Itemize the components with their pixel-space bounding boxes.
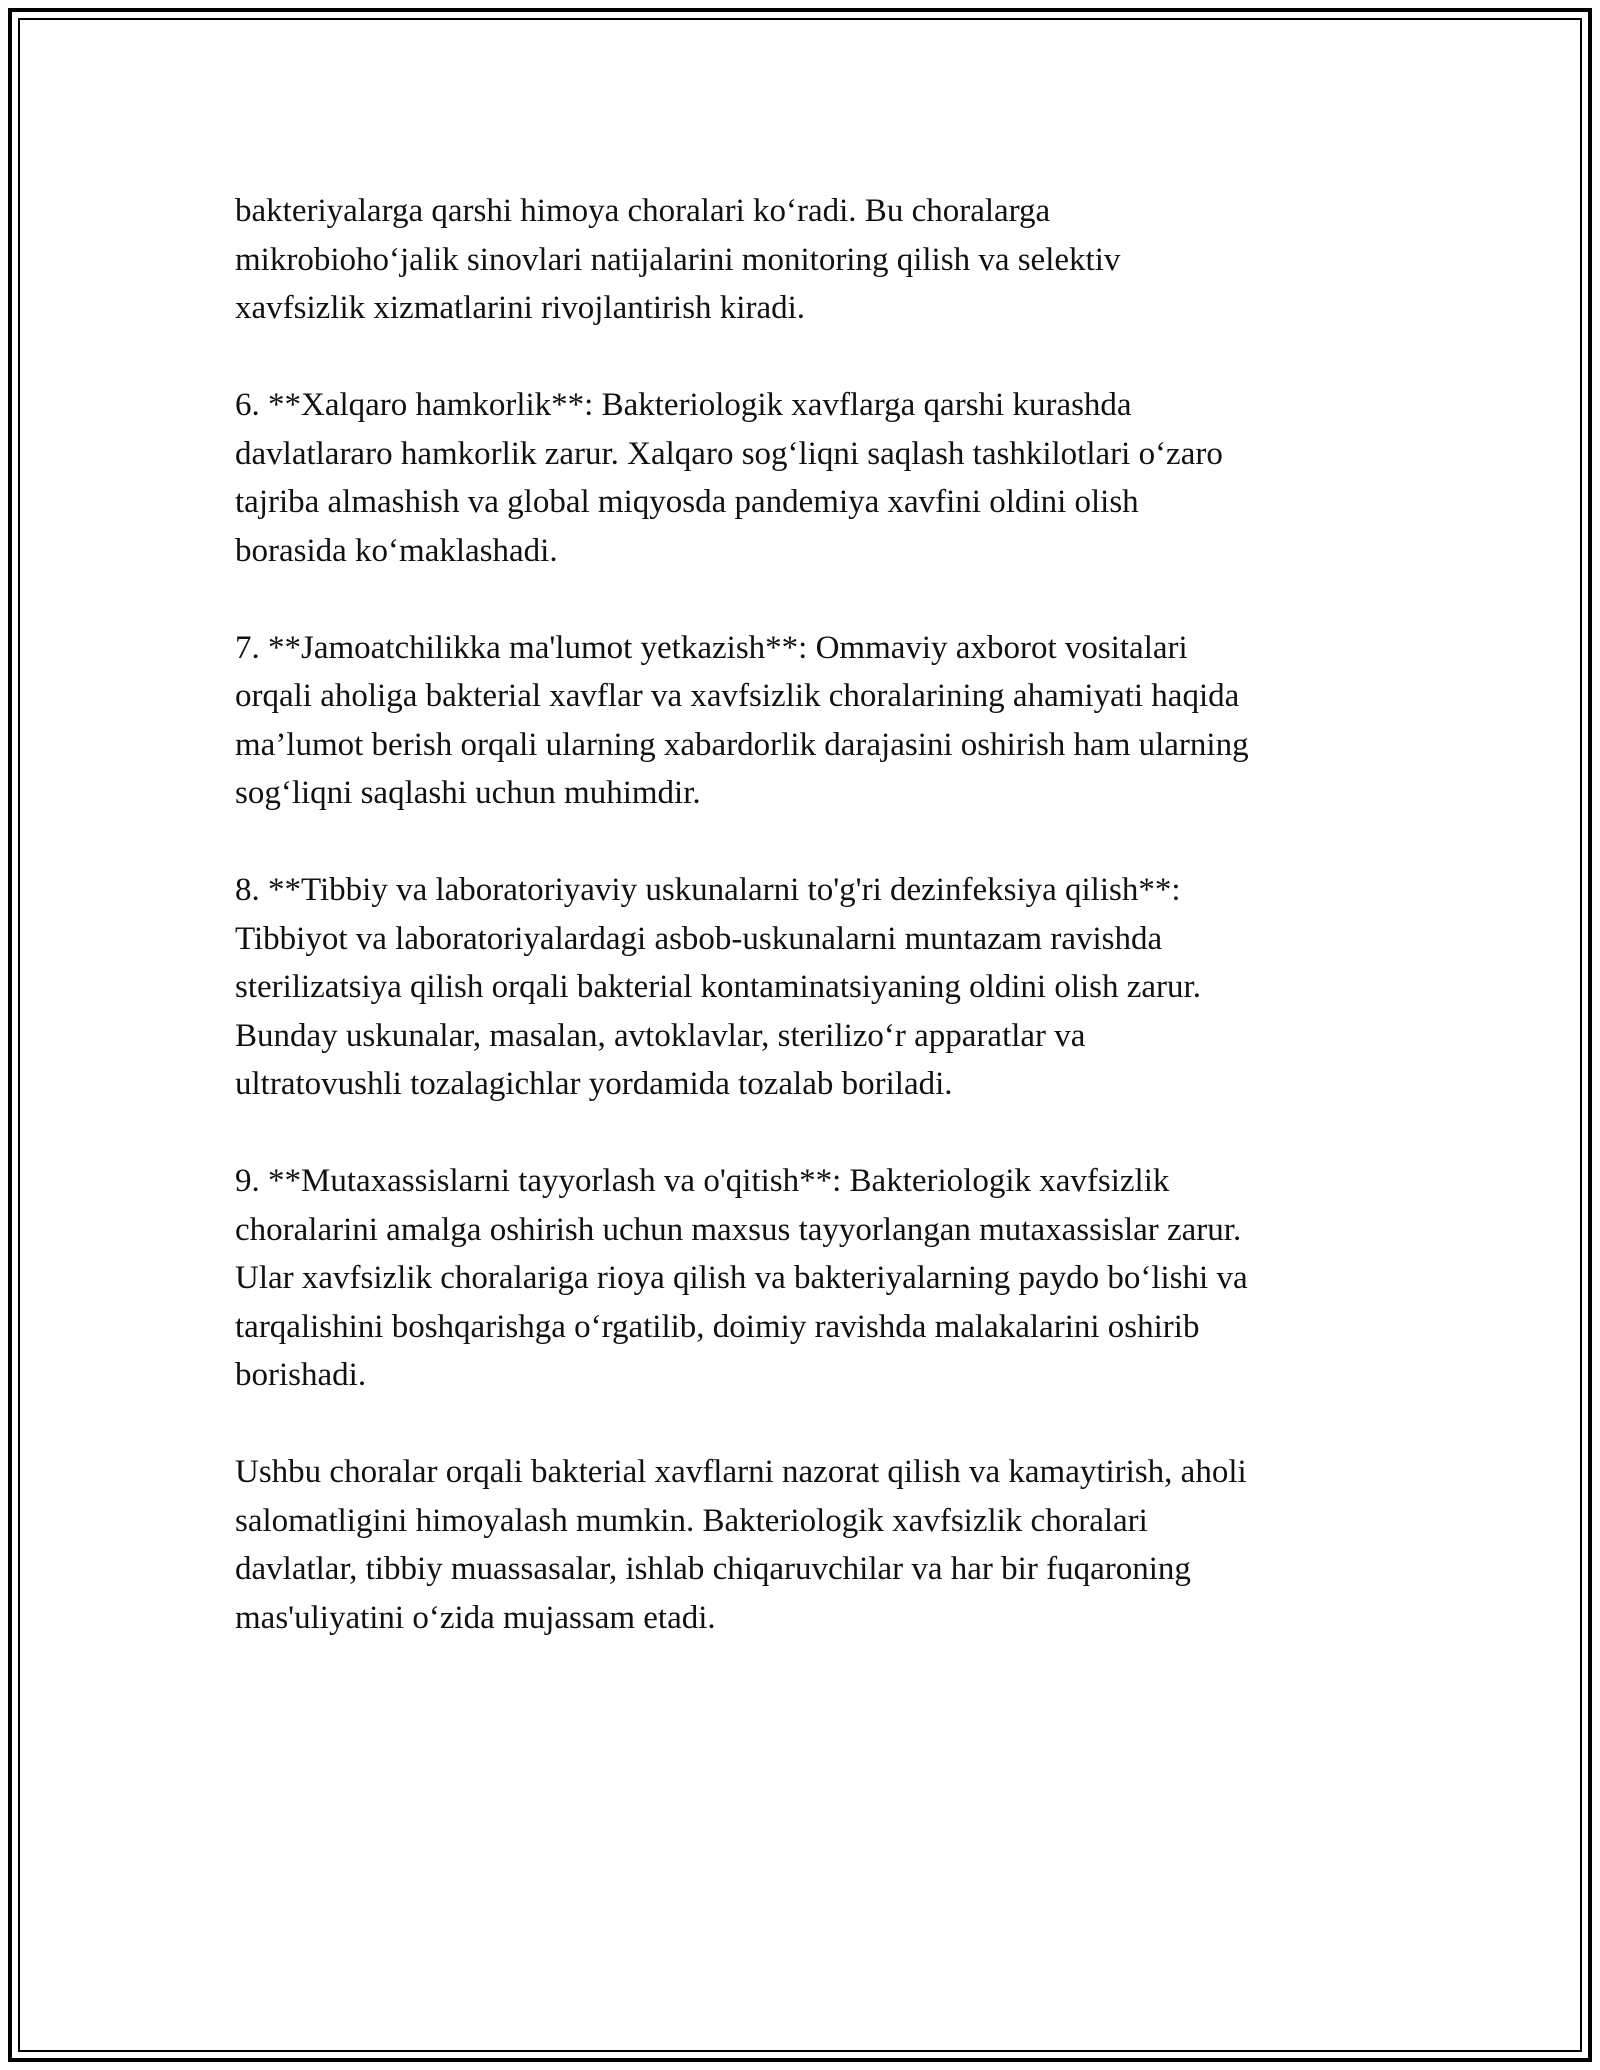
paragraph-equipment-disinfection: 8. **Tibbiy va laboratoriyaviy uskunalarni to'g'ri dezinfeksiya qilish**: Tibbiyot va laboratoriyalardagi asbob-uskunalarni muntazam ravishda sterilizatsiya qilish orqali bakterial kontaminatsiyaning oldini olish zarur. Bunday uskunalar, masalan, avtoklavlar, sterilizo‘r apparatlar va ultratovushli tozalagichlar yordamida tozalab boriladi. bbox=[235, 872, 1201, 1102]
paragraph-specialist-training: 9. **Mutaxassislarni tayyorlash va o'qitish**: Bakteriologik xavfsizlik choralarini amalga oshirish uchun maxsus tayyorlangan mutaxassislar zarur. Ular xavfsizlik choralariga rioya qilish va bakteriyalarning paydo bo‘lishi va tarqalishini boshqarishga o‘rgatilib, doimiy ravishda malakalarini oshirib borishadi. bbox=[235, 1163, 1248, 1393]
paragraph-continuation: bakteriyalarga qarshi himoya choralari ko‘radi. Bu choralarga mikrobioho‘jalik sinovlari natijalarini monitoring qilish va selektiv xavfsizlik xizmatlarini rivojlantirish kiradi. bbox=[235, 193, 1121, 326]
paragraph-public-information: 7. **Jamoatchilikka ma'lumot yetkazish**: Ommaviy axborot vositalari orqali aholiga bakterial xavflar va xavfsizlik choralarining ahamiyati haqida ma’lumot berish orqali ularning xabardorlik darajasini oshirish ham ularning sog‘liqni saqlashi uchun muhimdir. bbox=[235, 629, 1249, 811]
paragraph-conclusion: Ushbu choralar orqali bakterial xavflarni nazorat qilish va kamaytirish, aholi salomatligini himoyalash mumkin. Bakteriologik xavfsizlik choralari davlatlar, tibbiy muassasalar, ishlab chiqaruvchilar va har bir fuqaroning mas'uliyatini o‘zida mujassam etadi. bbox=[235, 1454, 1247, 1636]
document-body bbox=[235, 187, 1385, 1691]
paragraph-international-cooperation: 6. **Xalqaro hamkorlik**: Bakteriologik xavflarga qarshi kurashda davlatlararo hamkorlik zarur. Xalqaro sog‘liqni saqlash tashkilotlari o‘zaro tajriba almashish va global miqyosda pandemiya xavfini oldini olish borasida ko‘maklashadi. bbox=[235, 387, 1223, 569]
